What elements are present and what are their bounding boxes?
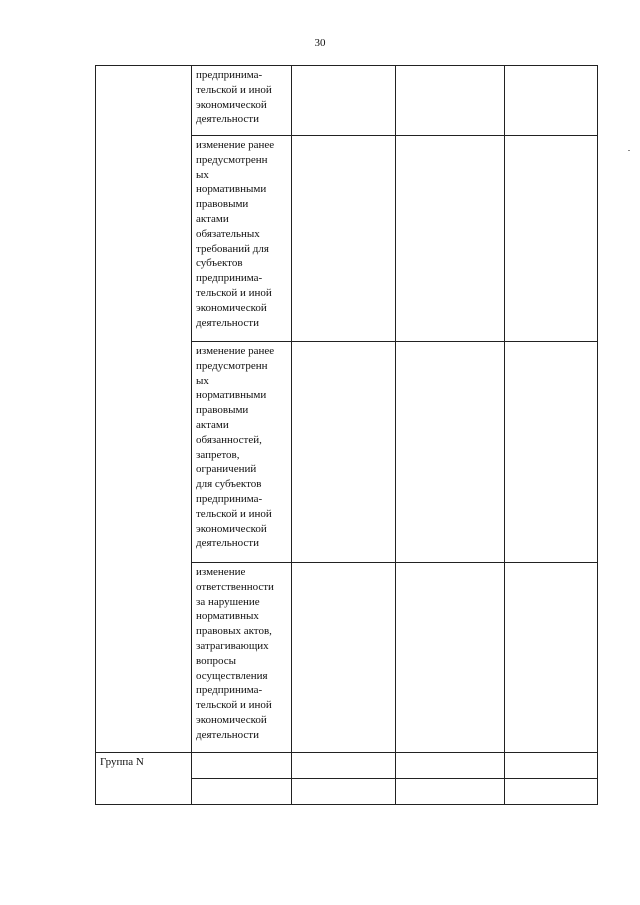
table-cell — [396, 779, 505, 805]
table-cell — [292, 753, 396, 779]
table-cell-description: изменение ответственности за нарушение нормативных правовых актов, затрагивающих вопросы осуществления предпринима- тельской и иной экономической деятельности — [192, 563, 292, 753]
stray-mark — [628, 150, 630, 151]
page-number: 30 — [314, 37, 326, 49]
table-row — [96, 66, 598, 136]
table-cell — [396, 342, 505, 563]
table-cell — [292, 66, 396, 136]
table-cell — [505, 779, 598, 805]
table-cell — [192, 779, 292, 805]
table-cell-description: изменение ранее предусмотренн ых нормативными правовыми актами обязательных требований для субъектов предпринима- тельской и иной экономической деятельности — [192, 136, 292, 342]
table-cell — [505, 753, 598, 779]
table-cell — [396, 563, 505, 753]
table-cell-description: изменение ранее предусмотренн ых нормативными правовыми актами обязанностей, запретов, ограничений для субъектов предпринима- тельской и иной экономической деятельности — [192, 342, 292, 563]
table-cell-description: предпринима- тельской и иной экономической деятельности — [192, 66, 292, 136]
table-cell — [396, 753, 505, 779]
table-cell — [292, 136, 396, 342]
document-table — [95, 65, 598, 805]
table-cell — [192, 753, 292, 779]
table-cell — [505, 342, 598, 563]
table-cell — [505, 136, 598, 342]
table-cell — [396, 66, 505, 136]
table-cell — [292, 563, 396, 753]
table-cell — [505, 66, 598, 136]
table-cell — [292, 342, 396, 563]
group-label: Группа N — [96, 753, 192, 805]
table-cell — [505, 563, 598, 753]
table-cell — [396, 136, 505, 342]
table-row — [96, 753, 598, 779]
table-cell — [292, 779, 396, 805]
table-cell-group — [96, 66, 192, 753]
